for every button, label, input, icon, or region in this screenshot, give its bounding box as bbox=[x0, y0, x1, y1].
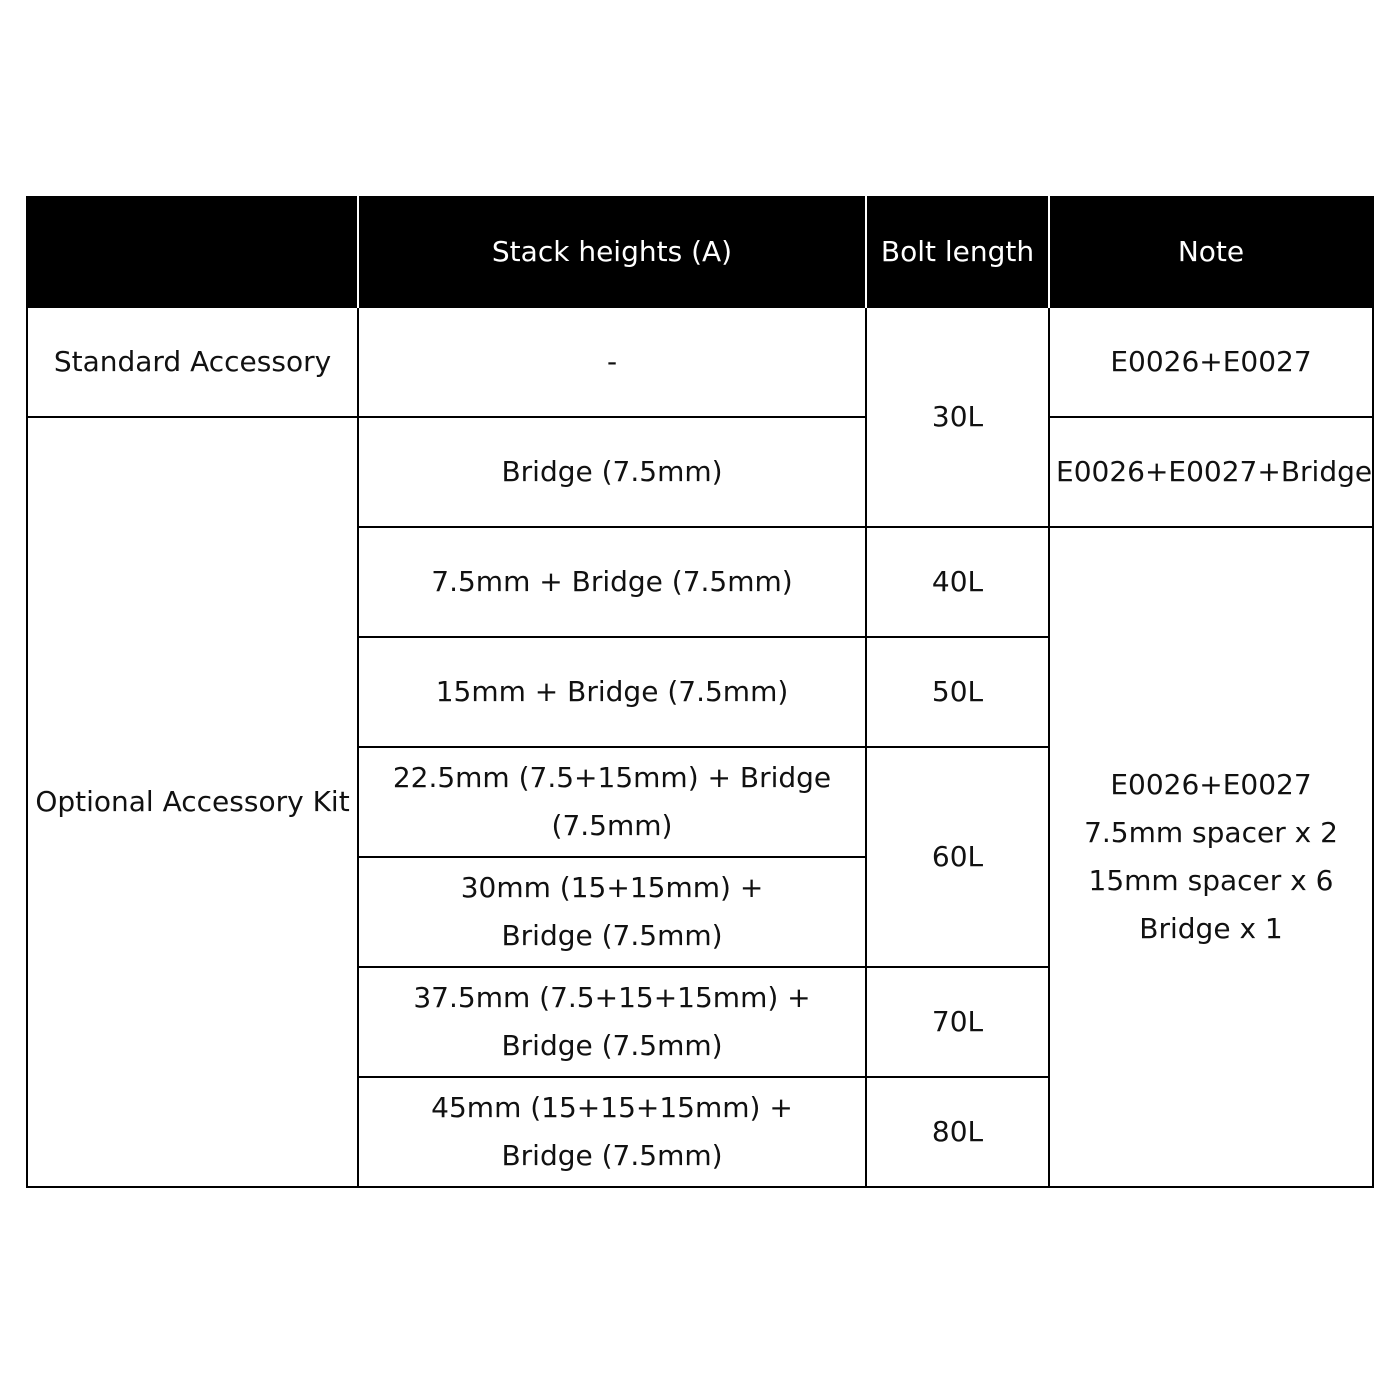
stack-height-cell bbox=[358, 747, 866, 857]
note-text: E0026+E0027+Bridge bbox=[1056, 455, 1373, 488]
stack-height-text: (7.5mm) bbox=[551, 809, 673, 842]
accessory-spec-table bbox=[26, 196, 1374, 1188]
stack-height-text: Bridge (7.5mm) bbox=[501, 919, 723, 952]
note-text: 7.5mm spacer x 2 bbox=[1084, 816, 1338, 849]
bolt-length-cell: 30L bbox=[866, 307, 1049, 527]
stack-height-text: 22.5mm (7.5+15mm) + Bridge bbox=[392, 761, 832, 794]
header-row bbox=[27, 196, 1373, 307]
stack-height-cell bbox=[358, 1077, 866, 1187]
table-header bbox=[27, 196, 1373, 307]
stack-height-text: 15mm + Bridge (7.5mm) bbox=[435, 675, 789, 708]
note-cell bbox=[1049, 527, 1373, 1187]
header-bolt-length: Bolt length bbox=[866, 196, 1049, 307]
stack-height-text: Bridge (7.5mm) bbox=[501, 1029, 723, 1062]
stack-height-text: Bridge (7.5mm) bbox=[501, 1139, 723, 1172]
stack-height-text: 37.5mm (7.5+15+15mm) + bbox=[413, 981, 811, 1014]
bolt-length-cell: 80L bbox=[866, 1077, 1049, 1187]
stack-height-text: 7.5mm + Bridge (7.5mm) bbox=[431, 565, 793, 598]
stack-height-text: - bbox=[606, 345, 618, 378]
note-cell bbox=[1049, 417, 1373, 527]
note-cell bbox=[1049, 307, 1373, 417]
table-row bbox=[27, 417, 1373, 527]
stack-height-cell bbox=[358, 417, 866, 527]
bolt-length-cell: 40L bbox=[866, 527, 1049, 637]
header-stack-heights: Stack heights (A) bbox=[358, 196, 866, 307]
stack-height-cell bbox=[358, 307, 866, 417]
stack-height-cell bbox=[358, 637, 866, 747]
stack-height-text: 30mm (15+15mm) + bbox=[460, 871, 764, 904]
stack-height-cell bbox=[358, 857, 866, 967]
note-text: E0026+E0027 bbox=[1110, 768, 1312, 801]
bolt-length-cell: 70L bbox=[866, 967, 1049, 1077]
stack-height-cell bbox=[358, 527, 866, 637]
note-text: 15mm spacer x 6 bbox=[1088, 864, 1334, 897]
table-row bbox=[27, 307, 1373, 417]
stack-height-text: 45mm (15+15+15mm) + bbox=[431, 1091, 793, 1124]
table-body bbox=[27, 307, 1373, 1187]
note-text: E0026+E0027 bbox=[1110, 345, 1312, 378]
category-cell: Standard Accessory bbox=[27, 307, 358, 417]
stack-height-text: Bridge (7.5mm) bbox=[501, 455, 723, 488]
header-category bbox=[27, 196, 358, 307]
note-text: Bridge x 1 bbox=[1139, 912, 1283, 945]
bolt-length-cell: 60L bbox=[866, 747, 1049, 967]
stack-height-cell bbox=[358, 967, 866, 1077]
bolt-length-cell: 50L bbox=[866, 637, 1049, 747]
category-cell: Optional Accessory Kit bbox=[27, 417, 358, 1187]
header-note: Note bbox=[1049, 196, 1373, 307]
